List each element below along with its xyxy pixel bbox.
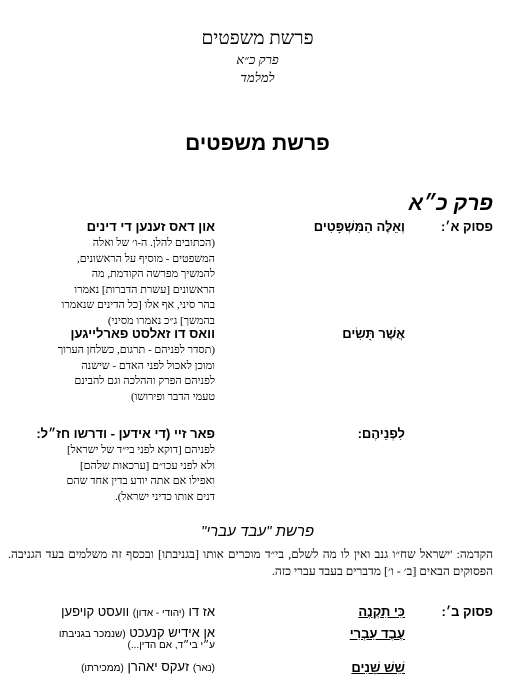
commentary-line: (הכתובים להלן. ה-ו׳ של ואלה xyxy=(92,237,215,249)
translation-3 xyxy=(5,659,215,674)
translation-main: אז דו xyxy=(188,604,215,619)
translation-main: אן אידיש קנעכט xyxy=(129,625,215,640)
commentary-1-headline: און דאס זענען די דינים xyxy=(86,219,215,234)
translation-note: (שנמכר בגניבתו xyxy=(58,629,126,640)
commentary-line: טעמי הדבר ופירושו) xyxy=(130,390,215,403)
commentary-line: בהמשך] ג״כ נאמרו מסיני) xyxy=(107,314,215,327)
verse-word-4: כִּי תִקְנֶה xyxy=(358,604,405,619)
commentary-1-body xyxy=(5,236,215,330)
translation-rest: וועסט קויפען xyxy=(61,604,130,619)
translation-note: (ממכירתו) xyxy=(81,663,124,674)
translation-note: (יהודי - אדון) xyxy=(132,608,185,619)
translation-rest: זעקס יאהרן xyxy=(127,659,190,674)
header-subtitle: למלמד xyxy=(240,70,275,85)
commentary-line: ולא לפני עכו״ם [ערכאות שלהם] xyxy=(80,459,215,472)
intro-paragraph: הקדמה: 'ישראל שח״ו גנב ואין לו מה לשלם, בי״ד מוכרים אותו [בגניבתו] ובכסף זה משלמים בעד הגניבה. הפסוקים הבאים [ב׳ - ו׳] מדברים בעבד עברי כזה. xyxy=(8,547,493,578)
pasuk-label-2: פסוק ב׳: xyxy=(441,604,493,619)
pasuk-label-1: פסוק א׳: xyxy=(440,219,493,234)
header-chapter: פרק כ״א xyxy=(236,52,279,67)
commentary-2-body xyxy=(5,343,215,405)
commentary-line: בהר סיני, אף אלו [כל הדינים שנאמרו xyxy=(61,299,215,312)
verse-word-2: אֲשֶׁר תָּשִׂים xyxy=(342,326,405,341)
commentary-line: ואפילו אם אתה יודע בדין אחד שהם xyxy=(66,475,215,488)
translation-note-cont: ע״י בי״ד, אם הדין...) xyxy=(127,640,215,651)
commentary-line: להמשיך מפרשה הקודמת, מה xyxy=(91,268,215,281)
commentary-2 xyxy=(5,325,215,405)
commentary-2-headline: וואס דו זאלסט פארלייגען xyxy=(70,326,215,341)
parasha-subheading: פרשת "עבד עברי" xyxy=(200,523,315,540)
commentary-3-headline: פאר זיי (די אידען - ודרשו חז״ל: xyxy=(36,426,215,441)
commentary-1 xyxy=(5,218,215,330)
commentary-line: המשפטים - מוסיף על הראשונים, xyxy=(76,252,215,265)
main-title: פרשת משפטים xyxy=(185,132,330,155)
commentary-3 xyxy=(5,425,215,505)
commentary-line: דנים אותו כדיני ישראל). xyxy=(114,490,215,503)
commentary-line: (תסדר לפניהם - תרגום, כשלחן הערוך xyxy=(57,344,215,356)
verse-word-3: לִפְנֵיהֶם: xyxy=(357,426,405,441)
commentary-3-body xyxy=(5,443,215,505)
translation-1 xyxy=(5,604,215,619)
verse-word-1: וְאֵלֶּה הַמִּשְׁפָּטִים xyxy=(313,219,405,234)
commentary-line: לפניהם הפרק וההלכה וגם להבינם xyxy=(74,375,215,388)
commentary-line: הראשונים [עשרת הדברות] נאמרו xyxy=(74,283,215,296)
perek-heading: פרק כ״א xyxy=(408,192,493,215)
verse-word-5: עֶבֶד עִבְרִי xyxy=(349,626,405,641)
translation-2 xyxy=(5,625,215,651)
commentary-line: ומוכן לאכול לפני האדם - שישנה xyxy=(81,359,215,372)
verse-word-6: שֵׁשׁ שָׁנִים xyxy=(351,660,405,675)
translation-note: (נאר) xyxy=(192,663,215,674)
header-title: פרשת משפטים xyxy=(201,28,314,49)
commentary-line: לפניהם [דוקא לפני בי״ד של ישראל] xyxy=(66,444,215,456)
